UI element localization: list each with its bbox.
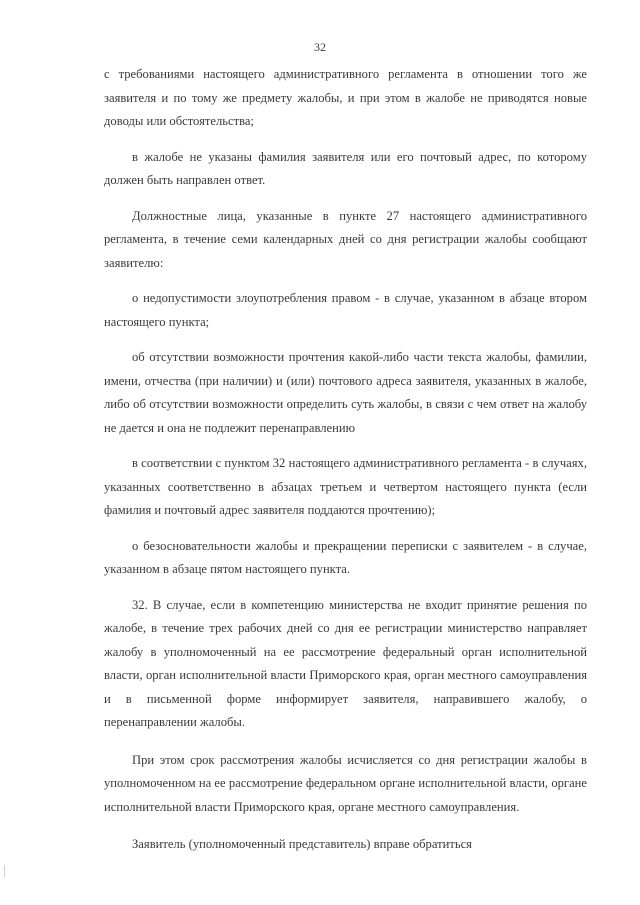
paragraph-5: об отсутствии возможности прочтения какой-либо части текста жалобы, фамилии, имени, отчества (при наличии) и (или) почтового адреса заявителя, указанных в жалобе, либо об отсутствии возможности определить суть жалобы, в связи с чем ответ на жалобу не дается и она не подлежит перенаправлению [104, 350, 587, 435]
paragraph-6: в соответствии с пунктом 32 настоящего административного регламента - в случаях, указанных соответственно в абзацах третьем и четвертом настоящего пункта (если фамилия и почтовый адрес заявителя поддаются прочтению); [104, 456, 587, 517]
paragraph-3: Должностные лица, указанные в пункте 27 настоящего административного регламента, в течение семи календарных дней со дня регистрации жалобы сообщают заявителю: [104, 208, 587, 270]
paragraph-10: Заявитель (уполномоченный представитель) вправе обратиться [132, 837, 472, 851]
page-number: 32 [314, 40, 326, 54]
paragraph-4: о недопустимости злоупотребления правом - в случае, указанном в абзаце втором настоящего пункта; [104, 291, 587, 329]
paragraph-2: в жалобе не указаны фамилия заявителя или его почтовый адрес, по которому должен быть направлен ответ. [104, 149, 587, 187]
document-body [104, 63, 587, 857]
paragraph-1: с требованиями настоящего административного регламента в отношении того же заявителя и по тому же предмету жалобы, и при этом в жалобе не приводятся новые доводы или обстоятельства; [104, 67, 587, 128]
paragraph-8: 32. В случае, если в компетенцию министерства не входит принятие решения по жалобе, в течение трех рабочих дней со дня ее регистрации министерство направляет жалобу в уполномоченный на ее рассмотрение федеральный орган исполнительной власти, орган исполнительной власти Приморского края, орган местного самоуправления и в письменной форме информирует заявителя, направившего жалобу, о перенаправлении жалобы. [104, 597, 587, 729]
paragraph-7: о безосновательности жалобы и прекращении переписки с заявителем - в случае, указанном в абзаце пятом настоящего пункта. [104, 538, 587, 576]
paragraph-9: При этом срок рассмотрения жалобы исчисляется со дня регистрации жалобы в уполномоченном на ее рассмотрение федеральном органе исполнительной власти, органе исполнительной власти Приморского края, органе местного самоуправления. [104, 752, 587, 814]
scan-edge-mark [4, 865, 5, 877]
